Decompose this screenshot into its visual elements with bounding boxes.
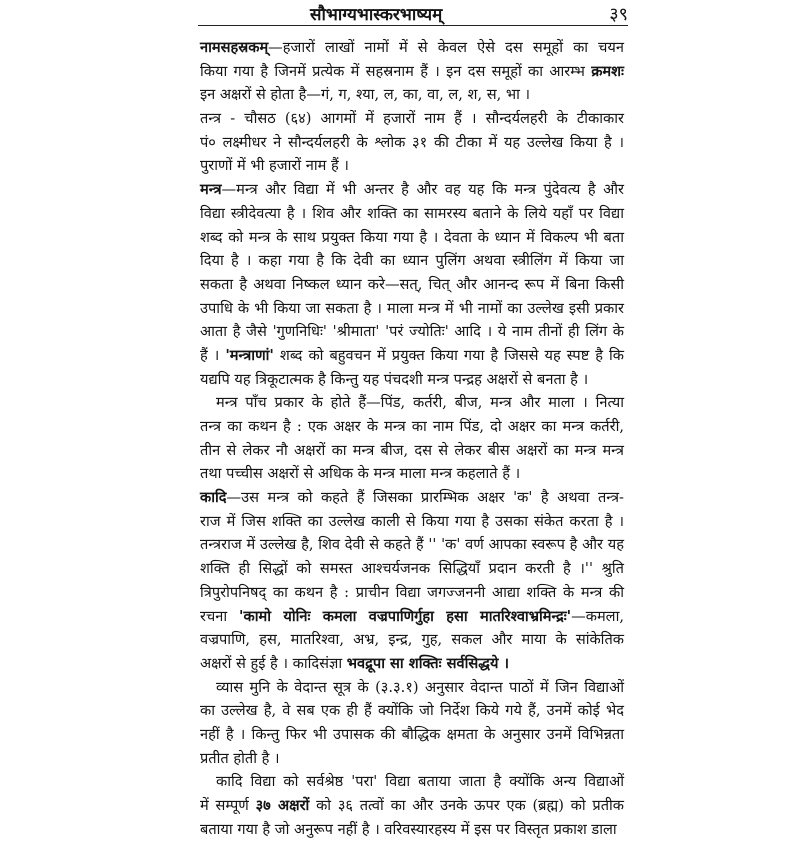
- text-line: [200, 344, 624, 368]
- paragraph: [200, 486, 624, 676]
- text-run: रचना: [200, 607, 240, 625]
- text-line: [200, 273, 624, 297]
- text-run: —मन्त्र और विद्या में भी अन्तर है और वह यह कि मन्त्र पुंदेवत्य है और: [221, 181, 624, 199]
- text-line: [200, 818, 624, 841]
- text-run: प्रतीत होती है ।: [200, 749, 280, 767]
- text-line: [200, 747, 624, 771]
- paragraph: [200, 770, 624, 841]
- text-run: मन्त्र पाँच प्रकार के होते हैं—पिंड, कर्तरी, बीज, मन्त्र और माला । नित्या: [216, 394, 624, 412]
- text-line: [200, 391, 624, 415]
- paragraph: [200, 178, 624, 391]
- text-run: हैं ।: [200, 346, 226, 364]
- text-line: [200, 226, 624, 250]
- bold-term: क्रमशः: [591, 62, 624, 80]
- text-line: [200, 320, 624, 344]
- text-run: इन अक्षरों से होता है—गं, ग, श्या, ल, का, वा, ल, श, स, भा ।: [200, 86, 531, 104]
- text-line: [200, 107, 624, 131]
- text-line: [200, 368, 624, 392]
- text-line: [200, 533, 624, 557]
- text-run: सकता है अथवा निष्कल ध्यान करे—सत्, चित् और आनन्द रूप में बिना किसी: [200, 275, 624, 293]
- text-run: पं० लक्ष्मीधर ने सौन्दर्यलहरी के श्लोक ३१ की टीका में यह उल्लेख किया है ।: [200, 133, 624, 151]
- text-line: [200, 415, 624, 439]
- text-line: [200, 676, 624, 700]
- body-text: [200, 36, 624, 841]
- text-line: [200, 83, 624, 107]
- running-title: सौभाग्यभास्करभाष्यम्: [310, 5, 443, 25]
- text-line: [200, 581, 624, 605]
- text-run: वज्रपाणि, हस, मातरिश्वा, अभ्र, इन्द्र, गुह, सकल और माया के सांकेतिक: [200, 631, 624, 649]
- text-run: तथा पच्चीस अक्षरों से अधिक के मन्त्र माला मन्त्र कहलाते हैं ।: [200, 465, 521, 483]
- text-line: [200, 605, 624, 629]
- text-run: —हजारों लाखों नामों में से केवल ऐसे दस समूहों का चयन: [268, 39, 624, 56]
- bold-term: भवद्रूपा सा शक्तिः सर्वसिद्धये ।: [346, 654, 510, 672]
- text-run: अक्षरों से हुई है । कादिसंज्ञा: [200, 654, 347, 672]
- bold-term: 'कामो योनिः कमला वज्रपाणिर्गुहा हसा मातरिश्वाभ्रमिन्द्रः': [239, 607, 572, 625]
- text-line: [200, 60, 624, 84]
- text-run: तीन से लेकर नौ अक्षरों का मन्त्र बीज, दस से लेकर बीस अक्षरों का मन्त्र मन्त्र: [200, 441, 624, 459]
- text-line: [200, 510, 624, 534]
- text-line: [200, 557, 624, 581]
- bold-term: कादि: [200, 489, 227, 507]
- text-run: व्यास मुनि के वेदान्त सूत्र के (३.३.१) अनुसार वेदान्त पाठों में जिन विद्याओं: [216, 678, 624, 696]
- paragraph: [200, 36, 624, 107]
- text-run: राज में जिस शक्ति का उल्लेख काली से किया गया है उसका संकेत करता है ।: [200, 512, 624, 530]
- text-run: तन्त्र का कथन है : एक अक्षर के मन्त्र का नाम पिंड, दो अक्षर का मन्त्र कर्तरी,: [200, 418, 624, 435]
- bold-term: मन्त्र: [200, 181, 222, 199]
- text-run: तन्त्र - चौसठ (६४) आगमों में हजारों नाम हैं । सौन्दर्यलहरी के टीकाकार: [200, 110, 624, 128]
- text-line: [200, 249, 624, 273]
- text-line: [200, 699, 624, 723]
- page-header: [198, 2, 628, 26]
- text-run: में सम्पूर्ण: [200, 797, 256, 814]
- text-run: तन्त्रराज में उल्लेख है, शिव देवी से कहते हैं '' 'क' वर्ण आपका स्वरूप है और यह: [200, 536, 624, 554]
- text-line: [200, 202, 624, 226]
- page-number: ३९: [609, 4, 628, 25]
- text-line: [200, 178, 624, 202]
- text-run: विद्या स्त्रीदेवत्या है । शिव और शक्ति का सामरस्य बताने के लिये यहाँ पर विद्या: [200, 204, 624, 222]
- paragraph: [200, 391, 624, 486]
- text-run: बताया गया है जो अनुरूप नहीं है । वरिवस्यारहस्य में इस पर विस्तृत प्रकाश डाला: [200, 820, 617, 838]
- text-run: कादि विद्या को सर्वश्रेष्ठ 'परा' विद्या बताया जाता है क्योंकि अन्य विद्याओं: [216, 773, 624, 791]
- text-run: किया गया है जिनमें प्रत्येक में सहस्रनाम हैं । इन दस समूहों का आरम्भ: [200, 62, 592, 80]
- text-run: दिया है । कहा गया है कि देवी का ध्यान पुलिंग अथवा स्त्रीलिंग में किया जा: [200, 252, 624, 270]
- text-run: शब्द को मन्त्र के साथ प्रयुक्त किया गया है । देवता के ध्यान में विकल्प भी बता: [200, 228, 624, 246]
- text-line: [200, 486, 624, 510]
- text-line: [200, 794, 624, 818]
- text-run: को ३६ तत्वों का और उनके ऊपर एक (ब्रह्म) को प्रतीक: [309, 797, 624, 814]
- header-rule: [198, 25, 628, 26]
- bold-term: ३७ अक्षरों: [255, 797, 310, 814]
- text-run: शब्द को बहुवचन में प्रयुक्त किया गया है जिससे यह स्पष्ट है कि: [273, 346, 624, 364]
- text-run: नहीं है । किन्तु फिर भी उपासक की बौद्धिक क्षमता के अनुसार उनमें विभिन्नता: [200, 725, 624, 743]
- text-line: [200, 652, 624, 676]
- paragraph: [200, 676, 624, 771]
- text-run: उपाधि के भी किया जा सकता है । माला मन्त्र में भी नामों का उल्लेख इसी प्रकार: [200, 299, 624, 317]
- text-line: [200, 439, 624, 463]
- text-run: का उल्लेख है, वे सब एक ही हैं क्योंकि जो निर्देश किये गये हैं, उनमें कोई भेद: [200, 702, 624, 720]
- text-line: [200, 723, 624, 747]
- text-run: आता है जैसे 'गुणनिधिः' 'श्रीमाता' 'परं ज्योतिः' आदि । ये नाम तीनों ही लिंग के: [200, 323, 624, 341]
- bold-term: 'मन्त्राणां': [225, 346, 274, 364]
- text-line: [200, 36, 624, 60]
- text-line: [200, 297, 624, 321]
- bold-term: नामसहस्रकम्: [200, 39, 269, 56]
- text-run: पुराणों में भी हजारों नाम हैं ।: [200, 157, 349, 175]
- text-run: —कमला,: [571, 607, 624, 625]
- paragraph: [200, 107, 624, 178]
- text-run: —उस मन्त्र को कहते हैं जिसका प्रारम्भिक अक्षर 'क' है अथवा तन्त्र-: [226, 489, 624, 507]
- text-run: शक्ति ही सिद्धों को समस्त आश्चर्यजनक सिद्धियाँ प्रदान करती है ।'' श्रुति: [200, 560, 624, 578]
- text-run: यद्यपि यह त्रिकूटात्मक है किन्तु यह पंचदशी मन्त्र पन्द्रह अक्षरों से बनता है ।: [200, 370, 589, 388]
- text-line: [200, 628, 624, 652]
- text-line: [200, 131, 624, 155]
- text-line: [200, 154, 624, 178]
- text-line: [200, 770, 624, 794]
- text-run: त्रिपुरोपनिषद् का कथन है : प्राचीन विद्या जगज्जननी आद्या शक्ति के मन्त्र की: [200, 583, 624, 601]
- text-line: [200, 462, 624, 486]
